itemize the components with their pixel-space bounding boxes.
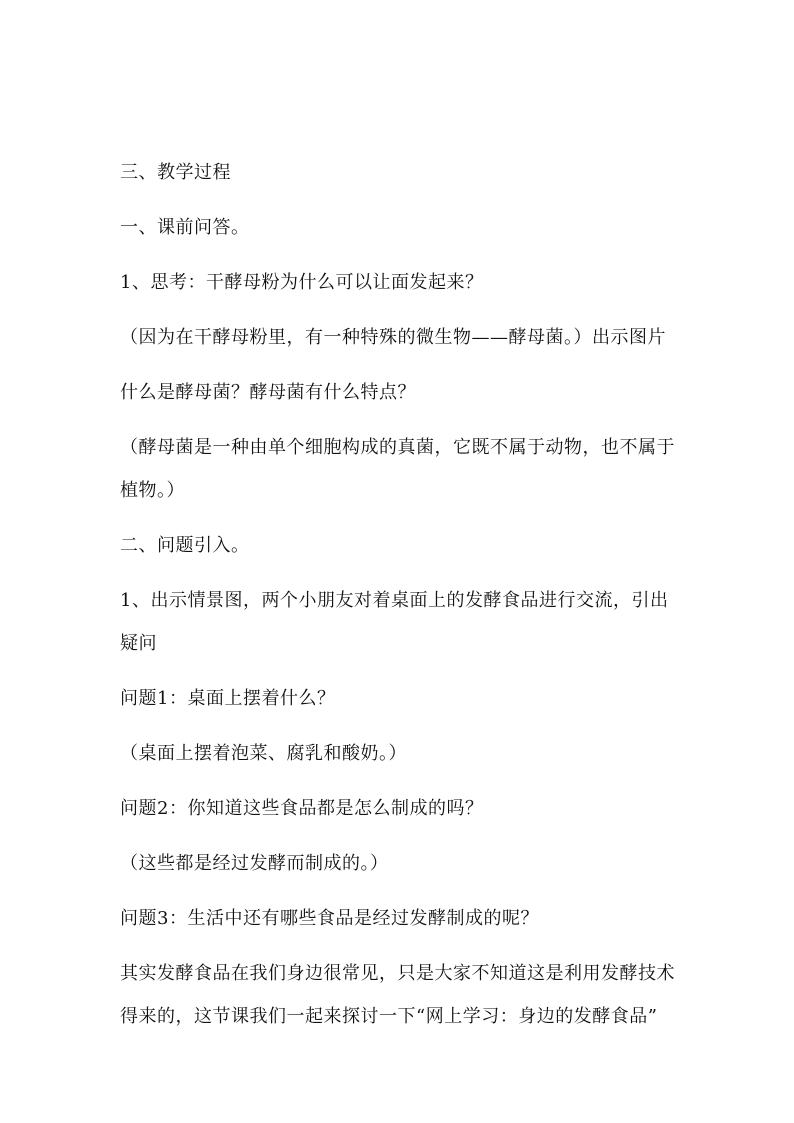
question-line: 什么是酵母菌？酵母菌有什么特点？ [120, 382, 416, 403]
question-line: 1、思考：干酵母粉为什么可以让面发起来？ [120, 272, 484, 293]
answer-line: （这些都是经过发酵而制成的。） [120, 853, 389, 874]
question-line: 问题3：生活中还有哪些食品是经过发酵制成的呢？ [120, 908, 539, 929]
paragraph-line: 其实发酵食品在我们身边很常见，只是大家不知道这是利用发酵技术 [120, 963, 675, 984]
answer-line: （酵母菌是一种由单个细胞构成的真菌，它既不属于动物，也不属于 [120, 437, 675, 458]
paragraph-line-continued: 疑问 [120, 633, 157, 654]
answer-line-continued: 植物。） [120, 480, 185, 501]
answer-line: （桌面上摆着泡菜、腐乳和酸奶。） [120, 743, 407, 764]
question-line: 问题1：桌面上摆着什么？ [120, 688, 336, 709]
paragraph-line-continued: 得来的，这节课我们一起来探讨一下“网上学习：身边的发酵食品” [120, 1006, 658, 1027]
section-heading-teaching-process: 三、教学过程 [120, 162, 231, 183]
answer-line: （因为在干酵母粉里，有一种特殊的微生物——酵母菌。）出示图片 [120, 327, 666, 348]
question-line: 问题2：你知道这些食品都是怎么制成的吗？ [120, 798, 484, 819]
subsection-heading-problem-intro: 二、问题引入。 [120, 535, 250, 556]
subsection-heading-pre-class-qa: 一、课前问答。 [120, 217, 250, 238]
paragraph-line: 1、出示情景图，两个小朋友对着桌面上的发酵食品进行交流，引出 [120, 590, 669, 611]
